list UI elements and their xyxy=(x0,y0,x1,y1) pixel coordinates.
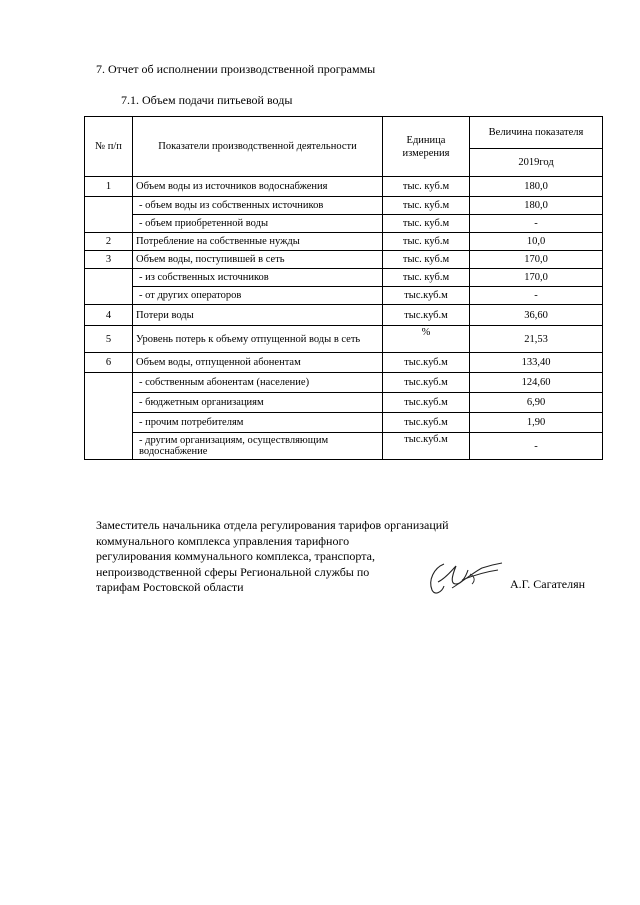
row-indicator: Объем воды, поступившей в сеть xyxy=(133,251,383,269)
row-value: 6,90 xyxy=(470,393,603,413)
table-row xyxy=(85,326,603,353)
row-unit: тыс. куб.м xyxy=(383,177,470,197)
row-indicator: - объем приобретенной воды xyxy=(133,215,383,233)
row-value: 21,53 xyxy=(470,326,603,353)
position-line: непроизводственной сферы Региональной службы по xyxy=(96,564,370,579)
row-indicator: - объем воды из собственных источников xyxy=(133,197,383,215)
water-supply-table xyxy=(84,116,603,460)
header-unit: Единица измерения xyxy=(383,117,470,177)
row-value: 170,0 xyxy=(470,251,603,269)
position-line: регулирования коммунального комплекса, транспорта, xyxy=(96,549,375,563)
row-unit: тыс.куб.м xyxy=(383,373,470,393)
row-indicator: Объем воды из источников водоснабжения xyxy=(133,177,383,197)
row-num: 5 xyxy=(85,326,133,353)
position-line: Заместитель начальника отдела регулирования тарифов организаций xyxy=(96,518,449,532)
row-value: - xyxy=(470,433,603,460)
row-unit: тыс. куб.м xyxy=(383,197,470,215)
position-line: коммунального комплекса управления тарифного xyxy=(96,533,350,548)
row-value: 170,0 xyxy=(470,269,603,287)
signatory-name: А.Г. Сагателян xyxy=(510,577,586,591)
row-value: 124,60 xyxy=(470,373,603,393)
row-num: 2 xyxy=(85,233,133,251)
row-indicator: Потери воды xyxy=(133,305,383,326)
row-unit: тыс.куб.м xyxy=(383,393,470,413)
table-row xyxy=(85,215,603,233)
row-unit: тыс.куб.м xyxy=(383,287,470,305)
row-value: 180,0 xyxy=(470,177,603,197)
row-unit: тыс.куб.м xyxy=(383,353,470,373)
row-value: 133,40 xyxy=(470,353,603,373)
row-num-empty xyxy=(85,373,133,460)
row-value: 36,60 xyxy=(470,305,603,326)
row-value: - xyxy=(470,215,603,233)
table-row xyxy=(85,177,603,197)
row-num: 1 xyxy=(85,177,133,197)
header-year: 2019год xyxy=(470,149,603,177)
header-indicator: Показатели производственной деятельности xyxy=(133,117,383,177)
row-unit: тыс. куб.м xyxy=(383,215,470,233)
position-line: тарифам Ростовской области xyxy=(96,580,244,594)
row-indicator: - бюджетным организациям xyxy=(133,393,383,413)
row-unit: тыс.куб.м xyxy=(383,413,470,433)
subsection-heading: 7.1. Объем подачи питьевой воды xyxy=(121,93,293,107)
row-unit: % xyxy=(383,326,470,353)
table-row xyxy=(85,353,603,373)
row-unit: тыс.куб.м xyxy=(383,433,470,460)
row-num: 3 xyxy=(85,251,133,269)
row-num: 4 xyxy=(85,305,133,326)
row-value: - xyxy=(470,287,603,305)
row-unit: тыс. куб.м xyxy=(383,233,470,251)
row-indicator: Уровень потерь к объему отпущенной воды в сеть xyxy=(133,326,383,353)
row-unit: тыс. куб.м xyxy=(383,269,470,287)
table-row xyxy=(85,305,603,326)
row-num-empty xyxy=(85,197,133,233)
handwritten-signature-icon xyxy=(422,558,504,600)
row-unit: тыс.куб.м xyxy=(383,305,470,326)
table-row xyxy=(85,197,603,215)
section-heading: 7. Отчет об исполнении производственной программы xyxy=(96,62,376,76)
table-row xyxy=(85,251,603,269)
row-num-empty xyxy=(85,269,133,305)
header-value-group: Величина показателя xyxy=(470,117,603,149)
table-row xyxy=(85,233,603,251)
table-row xyxy=(85,373,603,393)
row-indicator: - прочим потребителям xyxy=(133,413,383,433)
row-indicator: Потребление на собственные нужды xyxy=(133,233,383,251)
signatory-position xyxy=(96,518,449,596)
header-num: № п/п xyxy=(85,117,133,177)
row-indicator: - собственным абонентам (население) xyxy=(133,373,383,393)
row-value: 180,0 xyxy=(470,197,603,215)
row-unit: тыс. куб.м xyxy=(383,251,470,269)
row-num: 6 xyxy=(85,353,133,373)
table-row xyxy=(85,287,603,305)
table-row xyxy=(85,413,603,433)
row-indicator: - другим организациям, осуществляющим водоснабжение xyxy=(133,433,383,460)
row-value: 10,0 xyxy=(470,233,603,251)
table-row xyxy=(85,269,603,287)
table-row xyxy=(85,433,603,460)
row-indicator: - от других операторов xyxy=(133,287,383,305)
row-indicator: Объем воды, отпущенной абонентам xyxy=(133,353,383,373)
row-value: 1,90 xyxy=(470,413,603,433)
row-indicator: - из собственных источников xyxy=(133,269,383,287)
table-row xyxy=(85,393,603,413)
